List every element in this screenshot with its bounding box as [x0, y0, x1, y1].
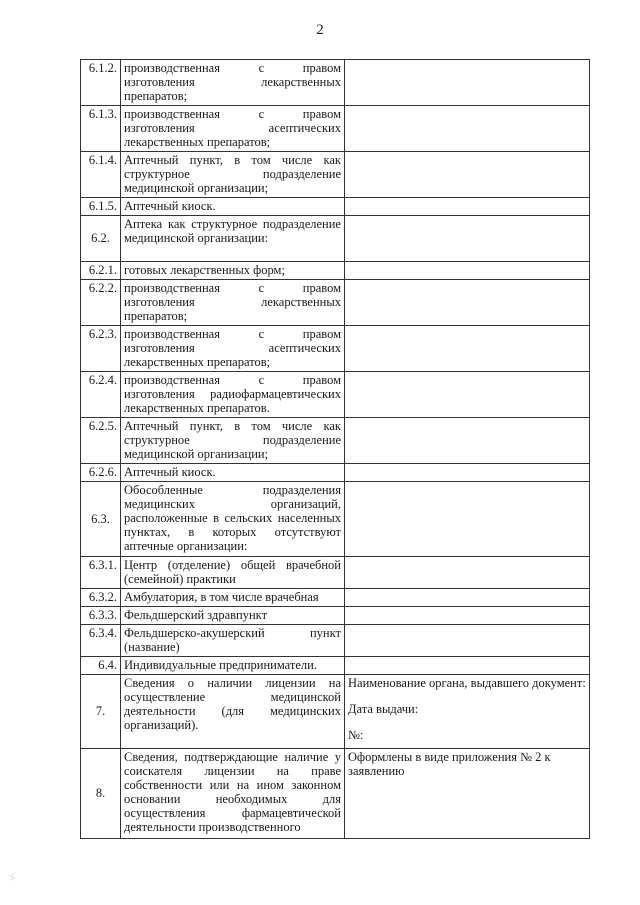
- item-label: Обособленные подразделения медицинских организаций, расположенные в сельских населенных пунктах, в которых отсутствуют аптечные организации:: [121, 482, 345, 557]
- item-value-field[interactable]: [345, 418, 590, 464]
- item-number: 8.: [81, 749, 121, 839]
- item-value-field[interactable]: [345, 106, 590, 152]
- table-row: [81, 464, 590, 482]
- item-label: производственная с правом изготовления асептических лекарственных препаратов;: [121, 326, 345, 372]
- table-row: [81, 216, 590, 262]
- item-number: 6.2.6.: [81, 464, 121, 482]
- license-application-table: [80, 59, 590, 839]
- table-row: [81, 482, 590, 557]
- item-number: 6.3.: [81, 482, 121, 557]
- item-value-field[interactable]: [345, 262, 590, 280]
- premises-details-field[interactable]: Оформлены в виде приложения № 2 к заявлению: [345, 749, 590, 839]
- table-row-license: [81, 675, 590, 749]
- item-label: Сведения о наличии лицензии на осуществление медицинской деятельности (для медицинских организаций).: [121, 675, 345, 749]
- item-label: Аптечный пункт, в том числе как структурное подразделение медицинской организации;: [121, 152, 345, 198]
- item-label: Аптечный пункт, в том числе как структурное подразделение медицинской организации;: [121, 418, 345, 464]
- table-row: [81, 152, 590, 198]
- item-value-field[interactable]: [345, 198, 590, 216]
- item-value-field[interactable]: [345, 607, 590, 625]
- item-number: 6.3.3.: [81, 607, 121, 625]
- item-value-field[interactable]: [345, 60, 590, 106]
- item-label: Центр (отделение) общей врачебной (семейной) практики: [121, 557, 345, 589]
- item-number: 6.3.1.: [81, 557, 121, 589]
- item-number: 6.2.5.: [81, 418, 121, 464]
- table-row: [81, 557, 590, 589]
- item-number: 6.2.4.: [81, 372, 121, 418]
- table-row: [81, 418, 590, 464]
- item-label: Аптечный киоск.: [121, 464, 345, 482]
- item-number: 6.1.5.: [81, 198, 121, 216]
- item-number: 6.3.2.: [81, 589, 121, 607]
- table-row: [81, 262, 590, 280]
- item-label: Индивидуальные предприниматели.: [121, 657, 345, 675]
- table-row: [81, 625, 590, 657]
- item-label: Сведения, подтверждающие наличие у соискателя лицензии на праве собственности или на ином законном основании необходимых для осуществления фармацевтической деятельности производственного: [121, 749, 345, 839]
- item-number: 6.4.: [81, 657, 121, 675]
- item-value-field[interactable]: [345, 625, 590, 657]
- page-number: 2: [316, 22, 324, 38]
- license-number-label: №:: [348, 728, 364, 742]
- license-details-field[interactable]: [345, 675, 590, 749]
- item-value-field[interactable]: [345, 464, 590, 482]
- item-number: 6.1.2.: [81, 60, 121, 106]
- item-value-field[interactable]: [345, 589, 590, 607]
- item-label: Аптечный киоск.: [121, 198, 345, 216]
- item-number: 6.2.: [81, 216, 121, 262]
- table-row: [81, 106, 590, 152]
- issuer-label: Наименование органа, выдавшего документ:: [348, 676, 586, 690]
- item-label: производственная с правом изготовления асептических лекарственных препаратов;: [121, 106, 345, 152]
- item-value-field[interactable]: [345, 657, 590, 675]
- item-number: 6.2.3.: [81, 326, 121, 372]
- item-value-field[interactable]: [345, 216, 590, 262]
- item-number: 6.2.1.: [81, 262, 121, 280]
- table-row: [81, 60, 590, 106]
- table-row: [81, 657, 590, 675]
- table-row: [81, 280, 590, 326]
- table-row: [81, 607, 590, 625]
- item-value-field[interactable]: [345, 372, 590, 418]
- issue-date-label: Дата выдачи:: [348, 702, 419, 716]
- item-number: 6.2.2.: [81, 280, 121, 326]
- item-number: 6.1.3.: [81, 106, 121, 152]
- item-label: готовых лекарственных форм;: [121, 262, 345, 280]
- item-label: Амбулатория, в том числе врачебная: [121, 589, 345, 607]
- item-value-field[interactable]: [345, 280, 590, 326]
- item-label: Фельдшерский здравпункт: [121, 607, 345, 625]
- item-number: 7.: [81, 675, 121, 749]
- item-label: производственная с правом изготовления лекарственных препаратов;: [121, 60, 345, 106]
- table-row-premises: [81, 749, 590, 839]
- table-row: [81, 589, 590, 607]
- item-label: производственная с правом изготовления лекарственных препаратов;: [121, 280, 345, 326]
- item-number: 6.1.4.: [81, 152, 121, 198]
- item-label: производственная с правом изготовления радиофармацевтических лекарственных препаратов.: [121, 372, 345, 418]
- item-label: Аптека как структурное подразделение медицинской организации:: [121, 216, 345, 262]
- table-row: [81, 372, 590, 418]
- item-value-field[interactable]: [345, 482, 590, 557]
- table-row: [81, 326, 590, 372]
- table-body: [81, 60, 590, 839]
- item-label: Фельдшерско-акушерский пункт (название): [121, 625, 345, 657]
- item-value-field[interactable]: [345, 152, 590, 198]
- item-number: 6.3.4.: [81, 625, 121, 657]
- scan-mark: ·/·: [6, 871, 18, 883]
- item-value-field[interactable]: [345, 326, 590, 372]
- item-value-field[interactable]: [345, 557, 590, 589]
- table-row: [81, 198, 590, 216]
